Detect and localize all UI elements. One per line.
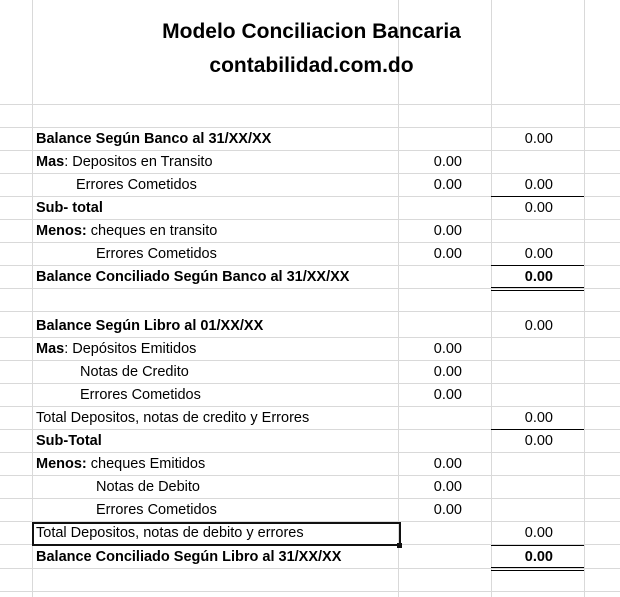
book-conciliado-label: Balance Conciliado Según Libro al 31/XX/XX bbox=[36, 549, 342, 565]
mas-prefix: Mas bbox=[36, 341, 65, 357]
bank-menos-label bbox=[36, 220, 217, 242]
book-balance-label: Balance Según Libro al 01/XX/XX bbox=[36, 318, 264, 334]
mas-prefix: Mas bbox=[36, 154, 65, 170]
table-row[interactable] bbox=[0, 220, 620, 243]
table-row[interactable] bbox=[0, 430, 620, 453]
table-row[interactable] bbox=[0, 546, 620, 569]
bank-balance-label: Balance Según Banco al 31/XX/XX bbox=[36, 131, 272, 147]
book-errores-label: Errores Cometidos bbox=[80, 387, 201, 403]
table-row[interactable] bbox=[0, 174, 620, 197]
sheet-title: Modelo Conciliacion Bancaria bbox=[162, 20, 461, 43]
table-row[interactable] bbox=[0, 128, 620, 151]
table-row[interactable] bbox=[0, 243, 620, 266]
bank-errores-label: Errores Cometidos bbox=[76, 177, 197, 193]
book-balance-value: 0.00 bbox=[524, 318, 553, 334]
book-mas-value: 0.00 bbox=[433, 341, 462, 357]
blank-row[interactable] bbox=[0, 289, 620, 312]
book-mas-label bbox=[36, 338, 196, 360]
table-row[interactable] bbox=[0, 361, 620, 384]
book-total-depositos-value: 0.00 bbox=[524, 410, 553, 426]
bank-conciliado-value: 0.00 bbox=[524, 269, 553, 285]
menos-prefix: Menos: bbox=[36, 223, 87, 239]
blank-row[interactable] bbox=[0, 569, 620, 592]
bank-menos-errores-value: 0.00 bbox=[433, 246, 462, 262]
bank-errores-total: 0.00 bbox=[524, 177, 553, 193]
menos-prefix: Menos: bbox=[36, 456, 87, 472]
bank-subtotal-value: 0.00 bbox=[524, 200, 553, 216]
bank-errores-value: 0.00 bbox=[433, 177, 462, 193]
table-row[interactable] bbox=[0, 476, 620, 499]
blank-row[interactable] bbox=[0, 105, 620, 128]
book-total-depositos-label: Total Depositos, notas de credito y Errores bbox=[36, 410, 310, 426]
book-subtotal-label: Sub-Total bbox=[36, 433, 102, 449]
bank-menos-errores-total: 0.00 bbox=[524, 246, 553, 262]
bank-menos-value: 0.00 bbox=[433, 223, 462, 239]
table-row[interactable] bbox=[0, 499, 620, 522]
book-menos-errores-value: 0.00 bbox=[433, 502, 462, 518]
bank-mas-value: 0.00 bbox=[433, 154, 462, 170]
table-row[interactable] bbox=[0, 312, 620, 338]
book-total-debito-value: 0.00 bbox=[524, 525, 553, 541]
bank-conciliado-label: Balance Conciliado Según Banco al 31/XX/XX bbox=[36, 269, 350, 285]
table-row[interactable] bbox=[0, 407, 620, 430]
bank-subtotal-label: Sub- total bbox=[36, 200, 103, 216]
table-row[interactable] bbox=[0, 197, 620, 220]
book-total-debito-label: Total Depositos, notas de debito y errores bbox=[36, 525, 304, 541]
table-row[interactable] bbox=[0, 453, 620, 476]
menos-text: cheques Emitidos bbox=[86, 456, 206, 472]
bank-mas-label bbox=[36, 151, 213, 173]
book-notas-credito-value: 0.00 bbox=[433, 364, 462, 380]
table-row[interactable] bbox=[0, 266, 620, 289]
book-notas-debito-label: Notas de Debito bbox=[96, 479, 200, 495]
menos-text: cheques en transito bbox=[86, 223, 218, 239]
bank-menos-errores-label: Errores Cometidos bbox=[96, 246, 217, 262]
book-notas-credito-label: Notas de Credito bbox=[80, 364, 189, 380]
table-row[interactable] bbox=[0, 338, 620, 361]
table-row[interactable] bbox=[0, 151, 620, 174]
book-errores-value: 0.00 bbox=[433, 387, 462, 403]
book-conciliado-value: 0.00 bbox=[524, 549, 553, 565]
book-menos-value: 0.00 bbox=[433, 456, 462, 472]
book-menos-label bbox=[36, 453, 205, 475]
table-row[interactable] bbox=[0, 384, 620, 407]
book-menos-errores-label: Errores Cometidos bbox=[96, 502, 217, 518]
book-subtotal-value: 0.00 bbox=[524, 433, 553, 449]
sheet-subtitle: contabilidad.com.do bbox=[209, 54, 414, 77]
blank-row[interactable] bbox=[0, 82, 620, 105]
mas-text: : Depósitos Emitidos bbox=[64, 341, 197, 357]
active-cell-selection[interactable] bbox=[32, 522, 401, 546]
mas-text: : Depositos en Transito bbox=[64, 154, 213, 170]
bank-balance-value: 0.00 bbox=[524, 131, 553, 147]
book-notas-debito-value: 0.00 bbox=[433, 479, 462, 495]
